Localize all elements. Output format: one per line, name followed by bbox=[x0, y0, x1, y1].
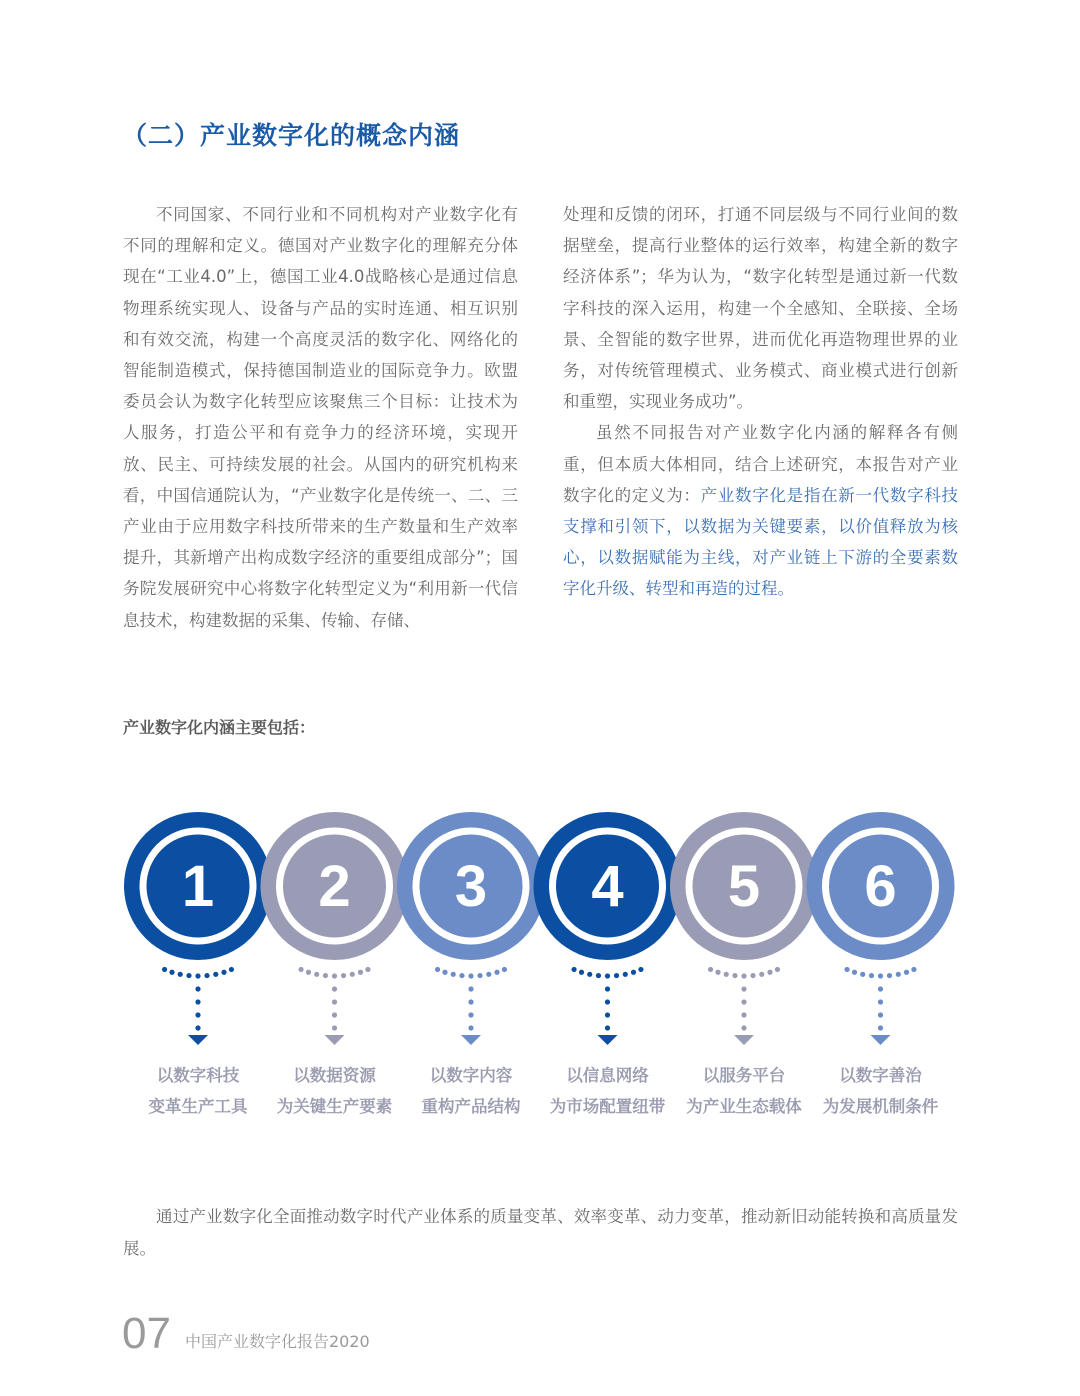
arc-dot bbox=[204, 973, 209, 978]
circles-graphic bbox=[0, 800, 1080, 1060]
connector-dot bbox=[878, 1012, 883, 1017]
connector-dot bbox=[332, 1025, 337, 1030]
arc-dot bbox=[459, 973, 464, 978]
arrow-down-icon bbox=[734, 1035, 754, 1045]
arc-dot bbox=[350, 972, 355, 977]
arc-dot bbox=[477, 973, 482, 978]
step-6-label bbox=[811, 1060, 951, 1122]
step-3-label bbox=[401, 1060, 541, 1122]
arc-dot bbox=[904, 970, 909, 975]
body-left-column bbox=[123, 199, 518, 636]
connector-dot bbox=[741, 999, 746, 1004]
arc-dot bbox=[596, 973, 601, 978]
arc-dot bbox=[869, 973, 874, 978]
section-title: （二）产业数字化的概念内涵 bbox=[122, 121, 461, 150]
connector-dot bbox=[195, 1012, 200, 1017]
step-1-label bbox=[128, 1060, 268, 1122]
arc-dot bbox=[341, 973, 346, 978]
arc-dot bbox=[451, 972, 456, 977]
step-2-label bbox=[265, 1060, 405, 1122]
paragraph-report-definition bbox=[563, 417, 958, 604]
arc-dot bbox=[442, 970, 447, 975]
step-4-graphic bbox=[534, 812, 682, 1045]
step-1-graphic bbox=[124, 812, 272, 1045]
step-5-graphic bbox=[670, 812, 818, 1045]
connector-dot bbox=[468, 999, 473, 1004]
arc-dot bbox=[435, 967, 440, 972]
step-number: 5 bbox=[727, 854, 761, 919]
step-label-line2: 重构产品结构 bbox=[421, 1097, 521, 1116]
connector-dot bbox=[605, 999, 610, 1004]
connector-dot bbox=[605, 1025, 610, 1030]
paragraph-continuation: 处理和反馈的闭环，打通不同层级与不同行业间的数据壁垒，提高行业整体的运行效率，构建全新的数字经济体系”；华为认为，“数字化转型是通过新一代数字科技的深入运用，构建一个全感知、全联接、全场景、全智能的数字世界，进而优化再造物理世界的业务，对传统管理模式、业务模式、商业模式进行创新和重塑，实现业务成功”。 bbox=[563, 205, 958, 412]
connotation-diagram bbox=[0, 800, 1080, 1130]
arc-dot bbox=[844, 967, 849, 972]
arc-dot bbox=[323, 973, 328, 978]
connector-dot bbox=[195, 1025, 200, 1030]
step-number: 3 bbox=[454, 854, 488, 919]
arc-dot bbox=[213, 972, 218, 977]
step-number: 4 bbox=[591, 854, 624, 919]
step-label-line2: 为市场配置纽带 bbox=[549, 1097, 666, 1116]
arc-dot bbox=[631, 970, 636, 975]
step-label-line2: 为关键生产要素 bbox=[276, 1097, 393, 1116]
step-number: 2 bbox=[318, 854, 351, 919]
step-label-line1: 以数字善治 bbox=[839, 1066, 922, 1085]
arc-dot bbox=[587, 972, 592, 977]
connector-dot bbox=[741, 986, 746, 991]
arc-dot bbox=[896, 972, 901, 977]
diagram-heading: 产业数字化内涵主要包括： bbox=[123, 718, 316, 737]
arc-dot bbox=[767, 970, 772, 975]
connector-dot bbox=[878, 999, 883, 1004]
arc-dot bbox=[229, 967, 234, 972]
arc-dot bbox=[162, 967, 167, 972]
arc-dot bbox=[911, 967, 916, 972]
connector-dot bbox=[468, 986, 473, 991]
arrow-down-icon bbox=[461, 1035, 481, 1045]
arc-dot bbox=[759, 972, 764, 977]
arc-dot bbox=[579, 970, 584, 975]
arc-dot bbox=[468, 973, 473, 978]
step-label-line2: 变革生产工具 bbox=[148, 1097, 248, 1116]
arc-dot bbox=[638, 967, 643, 972]
step-label-line1: 以服务平台 bbox=[702, 1066, 786, 1085]
arc-dot bbox=[614, 973, 619, 978]
step-number: 6 bbox=[864, 854, 897, 919]
arc-dot bbox=[169, 970, 174, 975]
paragraph-definitions: 不同国家、不同行业和不同机构对产业数字化有不同的理解和定义。德国对产业数字化的理解充分体现在“工业4.0”上，德国工业4.0战略核心是通过信息物理系统实现人、设备与产品的实时连通、相互识别和有效交流，构建一个高度灵活的数字化、网络化的智能制造模式，保持德国制造业的国际竞争力。欧盟委员会认为数字化转型应该聚焦三个目标：让技术为人服务，打造公平和有竞争力的经济环境，实现开放、民主、可持续发展的社会。从国内的研究机构来看，中国信通院认为，“产业数字化是传统一、二、三产业由于应用数字科技所带来的生产数量和生产效率提升，其新增产出构成数字经济的重要组成部分”；国务院发展研究中心将数字化转型定义为“利用新一代信息技术，构建数据的采集、传输、存储、 bbox=[123, 205, 518, 630]
summary-paragraph: 通过产业数字化全面推动数字时代产业体系的质量变革、效率变革、动力变革，推动新旧动能转换和高质量发展。 bbox=[123, 1207, 958, 1258]
arc-dot bbox=[741, 973, 746, 978]
step-label-line1: 以数据资源 bbox=[293, 1066, 376, 1085]
connector-dot bbox=[878, 986, 883, 991]
step-4-label bbox=[538, 1060, 678, 1122]
body-right-column bbox=[563, 199, 958, 605]
arc-dot bbox=[571, 967, 576, 972]
arrow-down-icon bbox=[188, 1035, 208, 1045]
connector-dot bbox=[741, 1012, 746, 1017]
arc-dot bbox=[724, 972, 729, 977]
arc-dot bbox=[623, 972, 628, 977]
arc-dot bbox=[732, 973, 737, 978]
connector-dot bbox=[195, 999, 200, 1004]
connector-dot bbox=[332, 1012, 337, 1017]
arc-dot bbox=[708, 967, 713, 972]
arc-dot bbox=[332, 973, 337, 978]
definition-lead: 虽然不同报告对产业数字化内涵的解释各有侧重，但本质大体相同，结合上述研究，本报告对产业数字化的定义为： bbox=[563, 423, 958, 505]
step-label-line2: 为产业生态载体 bbox=[686, 1097, 802, 1116]
page-number: 07 bbox=[122, 1309, 171, 1358]
arc-dot bbox=[486, 972, 491, 977]
step-5-label bbox=[674, 1060, 814, 1122]
arc-dot bbox=[750, 973, 755, 978]
arc-dot bbox=[878, 973, 883, 978]
connector-dot bbox=[878, 1025, 883, 1030]
arc-dot bbox=[605, 973, 610, 978]
step-2-graphic bbox=[261, 812, 409, 1045]
step-label-line2: 为发展机制条件 bbox=[822, 1097, 939, 1116]
definition-highlight: 产业数字化是指在新一代数字科技支撑和引领下，以数据为关键要素，以价值释放为核心，以数据赋能为主线，对产业链上下游的全要素数字化升级、转型和再造的过程。 bbox=[563, 485, 959, 599]
arrow-down-icon bbox=[871, 1035, 891, 1045]
arc-dot bbox=[887, 973, 892, 978]
arc-dot bbox=[358, 970, 363, 975]
arrow-down-icon bbox=[598, 1035, 618, 1045]
arc-dot bbox=[775, 967, 780, 972]
arc-dot bbox=[221, 970, 226, 975]
step-6-graphic bbox=[807, 812, 955, 1045]
arc-dot bbox=[314, 972, 319, 977]
arrow-down-icon bbox=[325, 1035, 345, 1045]
arc-dot bbox=[494, 970, 499, 975]
arc-dot bbox=[715, 970, 720, 975]
step-label-line1: 以信息网络 bbox=[566, 1066, 649, 1085]
page-footer bbox=[122, 1309, 370, 1358]
step-label-line1: 以数字科技 bbox=[156, 1066, 240, 1085]
connector-dot bbox=[605, 1012, 610, 1017]
arc-dot bbox=[860, 972, 865, 977]
connector-dot bbox=[741, 1025, 746, 1030]
step-number: 1 bbox=[181, 854, 215, 919]
connector-dot bbox=[332, 999, 337, 1004]
connector-dot bbox=[332, 986, 337, 991]
arc-dot bbox=[195, 973, 200, 978]
arc-dot bbox=[186, 973, 191, 978]
connector-dot bbox=[468, 1012, 473, 1017]
arc-dot bbox=[852, 970, 857, 975]
report-name: 中国产业数字化报告2020 bbox=[184, 1332, 370, 1351]
connector-dot bbox=[195, 986, 200, 991]
connector-dot bbox=[468, 1025, 473, 1030]
arc-dot bbox=[298, 967, 303, 972]
arc-dot bbox=[502, 967, 507, 972]
arc-dot bbox=[306, 970, 311, 975]
arc-dot bbox=[178, 972, 183, 977]
step-label-line1: 以数字内容 bbox=[429, 1066, 513, 1085]
connector-dot bbox=[605, 986, 610, 991]
step-3-graphic bbox=[397, 812, 545, 1045]
arc-dot bbox=[365, 967, 370, 972]
